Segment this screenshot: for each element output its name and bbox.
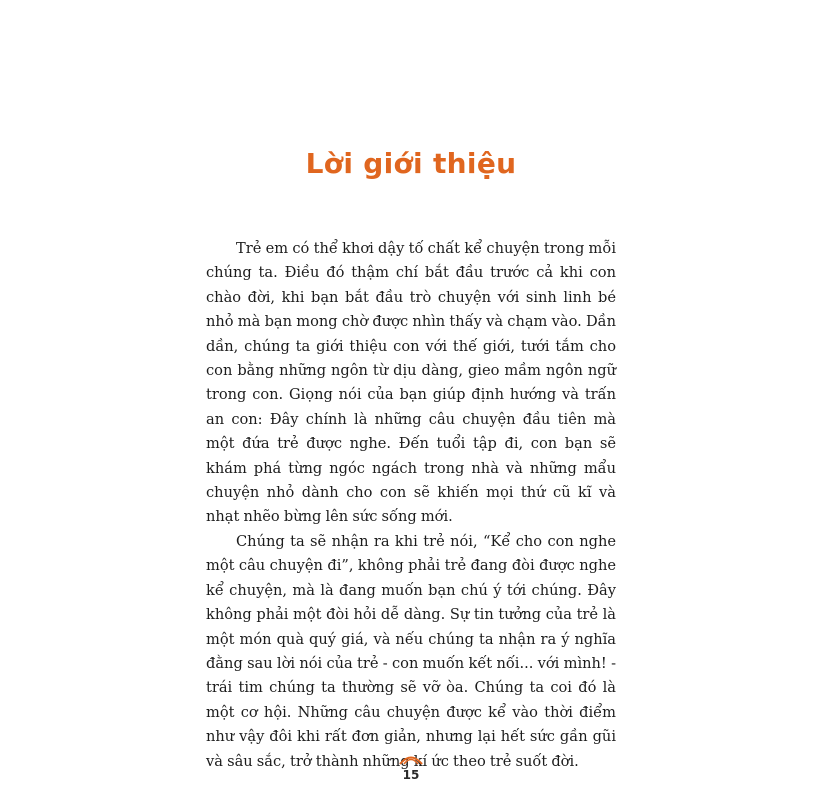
paragraph-1: Trẻ em có thể khơi dậy tố chất kể chuyện trong mỗi chúng ta. Điều đó thậm chí bắt đầu trước cả khi con chào đời, khi bạn bắt đầu trò chuyện với sinh linh bé nhỏ mà bạn mong chờ được nhìn thấy và chạm vào. Dần dần, chúng ta giới thiệu con với thế giới, tưới tắm cho con bằng những ngôn từ dịu dàng, gieo mầm ngôn ngữ trong con. Giọng nói của bạn giúp định hướng và trấn an con: Đây chính là những câu chuyện đầu tiên mà một đứa trẻ được nghe. Đến tuổi tập đi, con bạn sẽ khám phá từng ngóc ngách trong nhà và những mẩu chuyện nhỏ dành cho con sẽ khiến mọi thứ cũ kĩ và nhạt nhẽo bừng lên sức sống mới. [206,240,616,526]
arch-ornament-icon [396,752,426,766]
paragraph-2: Chúng ta sẽ nhận ra khi trẻ nói, “Kể cho con nghe một câu chuyện đi”, không phải trẻ đang đòi được nghe kể chuyện, mà là đang muốn bạn chú ý tới chúng. Đây không phải một đòi hỏi dễ dàng. Sự tin tưởng của trẻ là một món quà quý giá, và nếu chúng ta nhận ra ý nghĩa đằng sau lời nói của trẻ - con muốn kết nối... với mình! - trái tim chúng ta thường sẽ vỡ òa. Chúng ta coi đó là một cơ hội. Những câu chuyện được kể vào thời điểm như vậy đôi khi rất đơn giản, nhưng lại hết sức gần gũi và sâu sắc, trở thành những kí ức theo trẻ suốt đời. [206,532,616,770]
page-number: 15 [402,768,420,782]
page-title: Lời giới thiệu [305,146,517,180]
page-footer [386,752,436,788]
body-text [206,237,616,774]
